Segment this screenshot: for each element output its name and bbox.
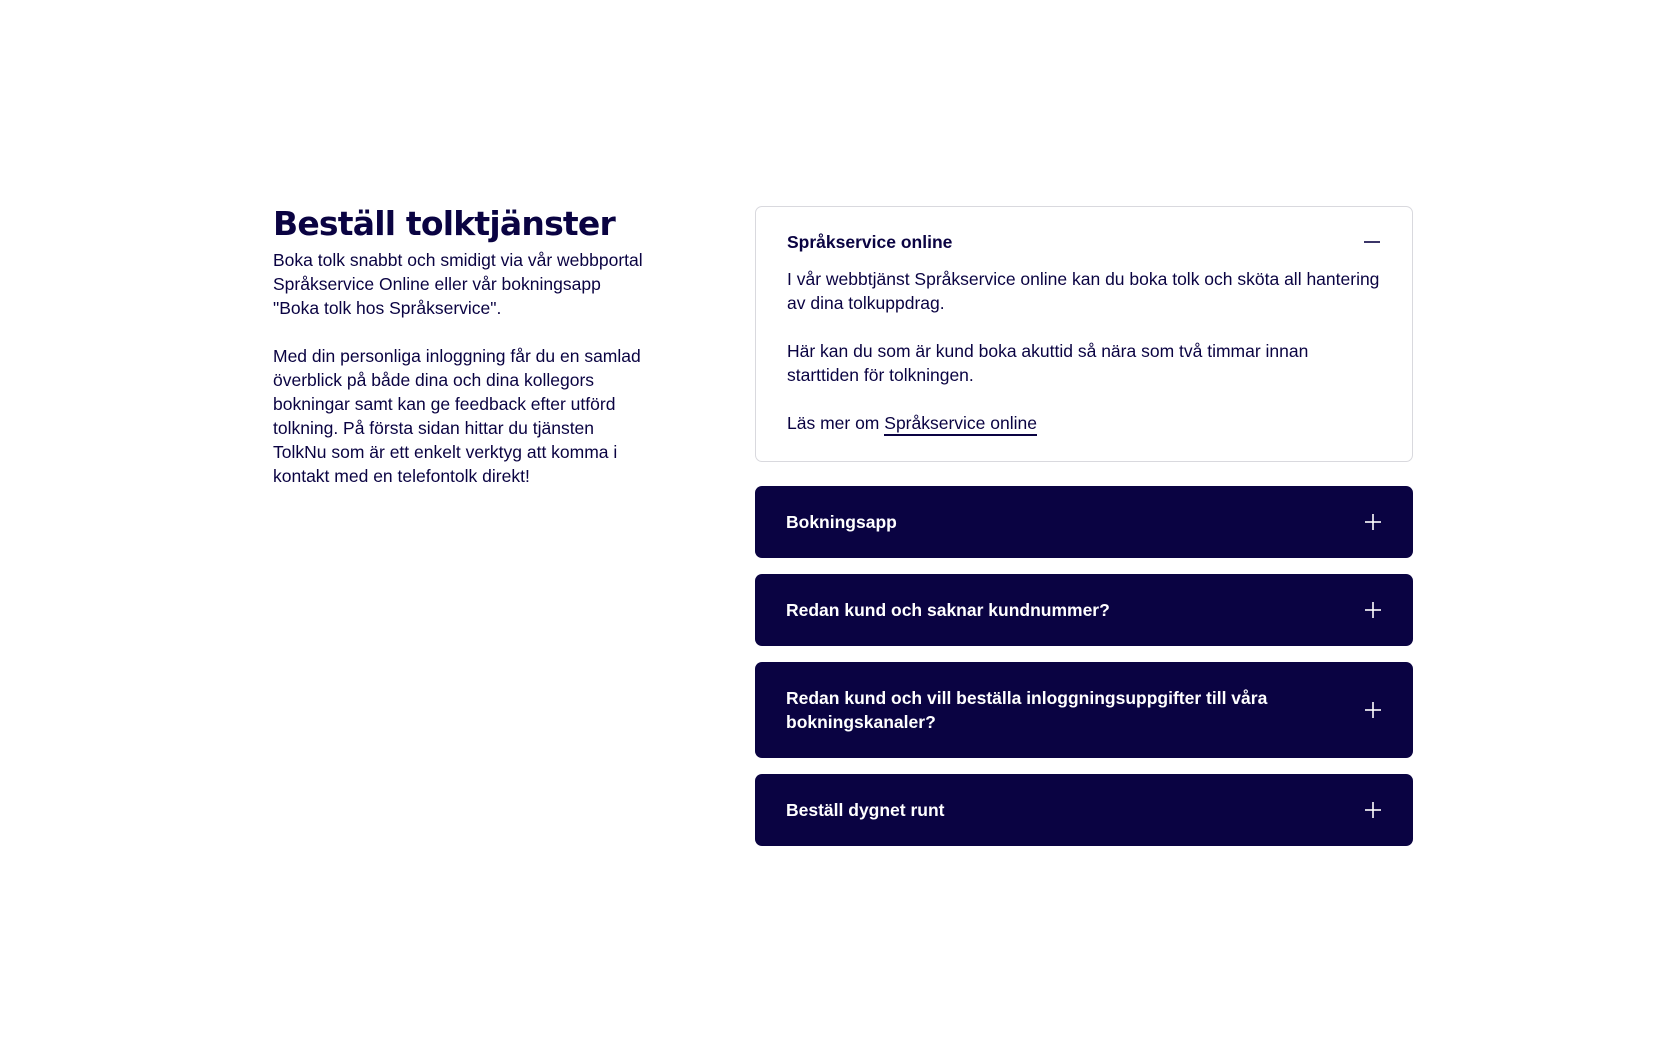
accordion-title: Bokningsapp bbox=[786, 512, 897, 532]
plus-icon[interactable] bbox=[1364, 801, 1382, 819]
sprakservice-online-link[interactable]: Språkservice online bbox=[884, 413, 1037, 436]
accordion-item-saknar-kundnummer[interactable] bbox=[755, 574, 1413, 646]
accordion-title: Språkservice online bbox=[787, 231, 953, 252]
plus-icon[interactable] bbox=[1364, 701, 1382, 719]
page-title: Beställ tolktjänster bbox=[273, 204, 615, 243]
accordion-body bbox=[787, 267, 1381, 435]
accordion-title: Beställ dygnet runt bbox=[786, 800, 945, 820]
intro-paragraph-1: Boka tolk snabbt och smidigt via vår webbportal Språkservice Online eller vår bokningsapp "Boka tolk hos Språkservice". bbox=[273, 250, 643, 318]
accordion-item-bestall-dygnet-runt[interactable] bbox=[755, 774, 1413, 846]
plus-icon[interactable] bbox=[1364, 601, 1382, 619]
accordion-body-paragraph-2: Här kan du som är kund boka akuttid så nära som två timmar innan starttiden för tolkningen. bbox=[787, 341, 1309, 385]
accordion bbox=[755, 206, 1413, 846]
accordion-item-bokningsapp[interactable] bbox=[755, 486, 1413, 558]
read-more bbox=[787, 411, 1381, 435]
accordion-title: Redan kund och saknar kundnummer? bbox=[786, 600, 1110, 620]
minus-icon[interactable] bbox=[1363, 233, 1381, 251]
accordion-title: Redan kund och vill beställa inloggningsuppgifter till våra bokningskanaler? bbox=[786, 688, 1268, 732]
accordion-header-sprakservice-online[interactable] bbox=[787, 227, 1381, 257]
read-more-prefix: Läs mer om bbox=[787, 413, 880, 433]
accordion-item-inloggningsuppgifter[interactable] bbox=[755, 662, 1413, 758]
intro-section bbox=[273, 200, 645, 488]
accordion-item-sprakservice-online bbox=[755, 206, 1413, 462]
intro-paragraph-2: Med din personliga inloggning får du en samlad överblick på både dina och dina kollegors bokningar samt kan ge feedback efter utförd tolkning. På första sidan hittar du tjänsten TolkNu som är ett enkelt verktyg att komma i kontakt med en telefontolk direkt! bbox=[273, 346, 641, 486]
plus-icon[interactable] bbox=[1364, 513, 1382, 531]
accordion-body-paragraph-1: I vår webbtjänst Språkservice online kan du boka tolk och sköta all hantering av dina tolkuppdrag. bbox=[787, 269, 1380, 313]
